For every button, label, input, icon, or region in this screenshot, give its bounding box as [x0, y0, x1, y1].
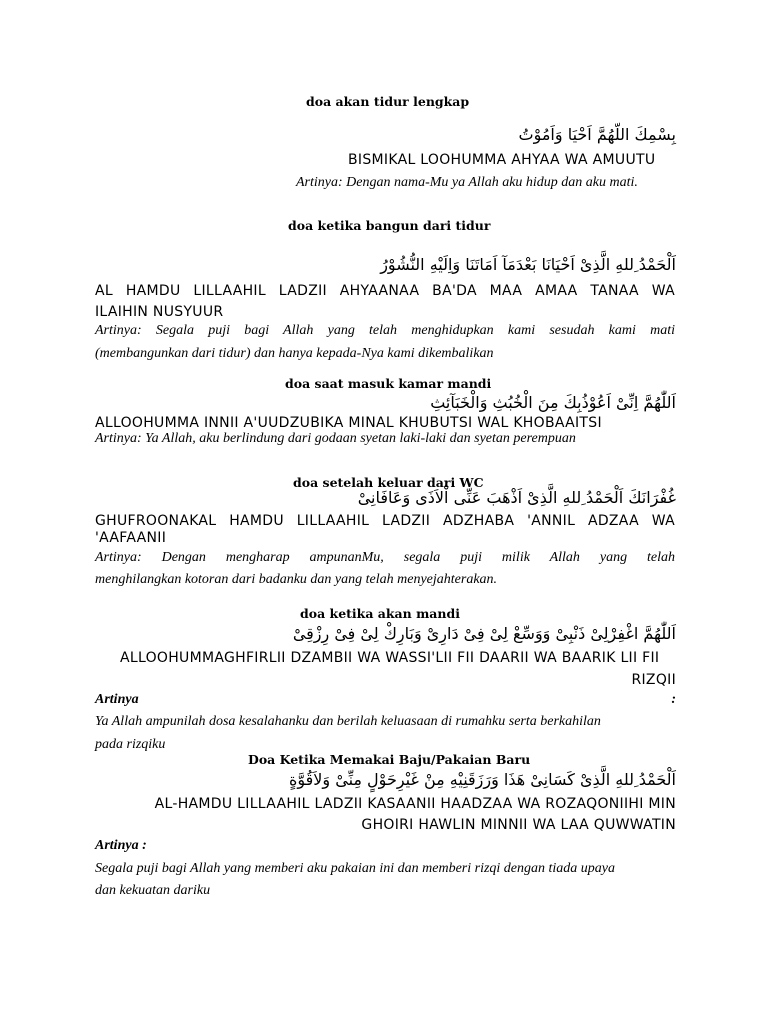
section-2-latin-line-1: AL HAMDU LILLAAHIL LADZII AHYAANAA BA'DA MAA AMAA TANAA WA: [95, 283, 675, 299]
section-5-latin-line-2: RIZQII: [631, 672, 676, 688]
section-3-arabic: اَللّٰهُمَّ اِنِّىْ اَعُوْذُبِكَ مِنَ الْخُبُثِ وَالْخَبَآئِثِ: [430, 393, 676, 412]
section-5-meaning-label: Artinya: [95, 692, 139, 707]
section-3-latin: ALLOOHUMMA INNII A'UUDZUBIKA MINAL KHUBUTSI WAL KHOBAAITSI: [95, 415, 602, 431]
section-1-latin: BISMIKAL LOOHUMMA AHYAA WA AMUUTU: [348, 152, 656, 168]
section-5-title: doa ketika akan mandi: [300, 606, 460, 621]
section-6-title: Doa Ketika Memakai Baju/Pakaian Baru: [248, 752, 531, 767]
section-5-meaning-line-2: pada rizqiku: [95, 737, 166, 752]
section-2-meaning-line-1: Artinya: Segala puji bagi Allah yang telah menghidupkan kami sesudah kami mati: [95, 323, 675, 338]
section-3-title: doa saat masuk kamar mandi: [285, 376, 492, 391]
section-5-meaning-line-1: Ya Allah ampunilah dosa kesalahanku dan berilah keluasaan di rumahku serta berkahilan: [95, 714, 601, 729]
section-6-arabic: اَلْحَمْدُ ِللهِ الَّذِىْ كَسَانِىْ هَذَا وَرَزَقَنِيْهِ مِنْ غَيْرِحَوْلٍ مِنِّىْ وَلاَقُوَّةٍ: [289, 770, 676, 789]
section-2-arabic: اَلْحَمْدُ ِللهِ الَّذِىْ اَحْيَانَا بَعْدَمَآ اَمَاتَنَا وَاِلَيْهِ النُّشُوْرُ: [380, 255, 676, 274]
section-1-meaning: Artinya: Dengan nama-Mu ya Allah aku hidup dan aku mati.: [296, 175, 638, 190]
section-4-arabic: غُفْرَانَكَ اَلْحَمْدُ ِللهِ الَّذِىْ اَذْهَبَ عَنِّى اْلاَذَى وَعَافَانِىْ: [357, 488, 676, 507]
section-2-latin-line-2: ILAIHIN NUSYUUR: [95, 304, 224, 320]
section-1-title: doa akan tidur lengkap: [306, 94, 470, 109]
section-1-arabic: بِسْمِكَ اللّهُمَّ اَحْيَا وَاَمُوْتُ: [518, 125, 676, 144]
section-5-meaning-colon: :: [671, 692, 676, 707]
section-5-arabic: اَللّٰهُمَّ اغْفِرْلِىْ ذَنْبِىْ وَوَسِّعْ لِىْ فِىْ دَارِىْ وَبَارِكْ لِىْ فِىْ رِزْقِىْ: [292, 624, 676, 643]
section-3-meaning: Artinya: Ya Allah, aku berlindung dari godaan syetan laki-laki dan syetan perempuan: [95, 431, 576, 446]
section-4-title: doa setelah keluar dari WC: [293, 475, 484, 490]
section-4-latin-line-2: 'AAFAANII: [95, 530, 167, 546]
section-4-meaning-line-2: menghilangkan kotoran dari badanku dan yang telah menyejahterakan.: [95, 572, 498, 587]
section-2-meaning-line-2: (membangunkan dari tidur) dan hanya kepada-Nya kami dikembalikan: [95, 346, 494, 361]
section-5-latin-line-1: ALLOOHUMMAGHFIRLII DZAMBII WA WASSI'LII FII DAARII WA BAARIK LII FII: [120, 650, 660, 666]
section-6-latin-line-1: AL-HAMDU LILLAAHIL LADZII KASAANII HAADZAA WA ROZAQONIIHI MIN: [154, 796, 676, 812]
section-6-meaning-line-1: Segala puji bagi Allah yang memberi aku pakaian ini dan memberi rizqi dengan tiada upaya: [95, 861, 616, 876]
section-6-meaning-label: Artinya :: [95, 838, 147, 853]
section-4-latin-line-1: GHUFROONAKAL HAMDU LILLAAHIL LADZII ADZHABA 'ANNIL ADZAA WA: [95, 513, 675, 529]
section-2-title: doa ketika bangun dari tidur: [288, 218, 491, 233]
section-6-latin-line-2: GHOIRI HAWLIN MINNII WA LAA QUWWATIN: [361, 817, 676, 833]
section-6-meaning-line-2: dan kekuatan dariku: [95, 883, 211, 898]
section-4-meaning-line-1: Artinya: Dengan mengharap ampunanMu, segala puji milik Allah yang telah: [95, 550, 675, 565]
